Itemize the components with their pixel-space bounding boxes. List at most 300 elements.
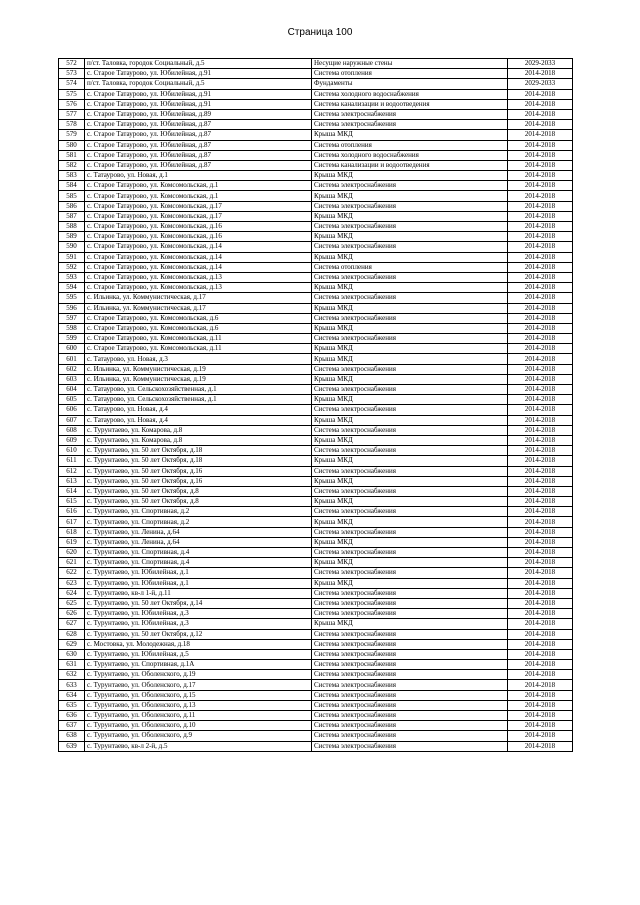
- address-cell: с. Ильинка, ул. Коммунистическая, д.19: [85, 374, 312, 384]
- row-number-cell: 577: [59, 109, 85, 119]
- table-row: [59, 334, 573, 344]
- address-cell: с. Турунтаево, ул. Спортивная, д.4: [85, 558, 312, 568]
- address-cell: с. Турунтаево, ул. Юбилейная, д.5: [85, 649, 312, 659]
- system-cell: Крыша МКД: [312, 517, 508, 527]
- table-row: [59, 537, 573, 547]
- system-cell: Система отопления: [312, 69, 508, 79]
- table-row: [59, 507, 573, 517]
- system-cell: Система электроснабжения: [312, 649, 508, 659]
- system-cell: Система канализации и водоотведения: [312, 99, 508, 109]
- table-row: [59, 476, 573, 486]
- period-cell: 2014-2018: [508, 354, 573, 364]
- system-cell: Фундаменты: [312, 79, 508, 89]
- system-cell: Система электроснабжения: [312, 568, 508, 578]
- table-row: [59, 222, 573, 232]
- row-number-cell: 634: [59, 690, 85, 700]
- address-cell: с. Турунтаево, ул. Ленина, д.64: [85, 537, 312, 547]
- system-cell: Система электроснабжения: [312, 120, 508, 130]
- system-cell: Крыша МКД: [312, 354, 508, 364]
- row-number-cell: 587: [59, 211, 85, 221]
- row-number-cell: 582: [59, 160, 85, 170]
- period-cell: 2014-2018: [508, 385, 573, 395]
- period-cell: 2014-2018: [508, 497, 573, 507]
- period-cell: 2014-2018: [508, 629, 573, 639]
- table-row: [59, 700, 573, 710]
- address-cell: с. Турунтаево, ул. 50 лет Октября, д.14: [85, 598, 312, 608]
- system-cell: Система электроснабжения: [312, 385, 508, 395]
- period-cell: 2014-2018: [508, 741, 573, 751]
- table-row: [59, 670, 573, 680]
- address-cell: с. Турунтаево, ул. Юбилейная, д.1: [85, 568, 312, 578]
- system-cell: Система электроснабжения: [312, 446, 508, 456]
- period-cell: 2014-2018: [508, 99, 573, 109]
- address-cell: с. Турунтаево, ул. 50 лет Октября, д.16: [85, 476, 312, 486]
- row-number-cell: 584: [59, 181, 85, 191]
- system-cell: Крыша МКД: [312, 374, 508, 384]
- period-cell: 2014-2018: [508, 323, 573, 333]
- period-cell: 2014-2018: [508, 476, 573, 486]
- period-cell: 2014-2018: [508, 537, 573, 547]
- address-cell: с. Старое Татаурово, ул. Комсомольская, д.17: [85, 201, 312, 211]
- system-cell: Система электроснабжения: [312, 425, 508, 435]
- table-row: [59, 303, 573, 313]
- period-cell: 2014-2018: [508, 89, 573, 99]
- row-number-cell: 604: [59, 385, 85, 395]
- system-cell: Крыша МКД: [312, 476, 508, 486]
- system-cell: Крыша МКД: [312, 537, 508, 547]
- table-row: [59, 425, 573, 435]
- system-cell: Система электроснабжения: [312, 181, 508, 191]
- row-number-cell: 614: [59, 486, 85, 496]
- address-cell: с. Ильинка, ул. Коммунистическая, д.17: [85, 293, 312, 303]
- period-cell: 2014-2018: [508, 130, 573, 140]
- period-cell: 2014-2018: [508, 303, 573, 313]
- row-number-cell: 602: [59, 364, 85, 374]
- period-cell: 2014-2018: [508, 578, 573, 588]
- row-number-cell: 592: [59, 262, 85, 272]
- table-row: [59, 731, 573, 741]
- row-number-cell: 586: [59, 201, 85, 211]
- table-row: [59, 405, 573, 415]
- address-cell: с. Старое Татаурово, ул. Юбилейная, д.91: [85, 89, 312, 99]
- row-number-cell: 603: [59, 374, 85, 384]
- address-cell: с. Старое Татаурово, ул. Юбилейная, д.87: [85, 150, 312, 160]
- period-cell: 2014-2018: [508, 517, 573, 527]
- row-number-cell: 635: [59, 700, 85, 710]
- table-row: [59, 120, 573, 130]
- row-number-cell: 630: [59, 649, 85, 659]
- table-row: [59, 435, 573, 445]
- system-cell: Крыша МКД: [312, 303, 508, 313]
- period-cell: 2014-2018: [508, 191, 573, 201]
- row-number-cell: 618: [59, 527, 85, 537]
- address-cell: с. Старое Татаурово, ул. Комсомольская, д.14: [85, 242, 312, 252]
- system-cell: Система электроснабжения: [312, 711, 508, 721]
- period-cell: 2014-2018: [508, 272, 573, 282]
- address-cell: с. Турунтаево, кв-л 1-й, д.11: [85, 588, 312, 598]
- table-row: [59, 690, 573, 700]
- address-cell: с. Турунтаево, ул. Оболенского, д.17: [85, 680, 312, 690]
- row-number-cell: 580: [59, 140, 85, 150]
- system-cell: Система электроснабжения: [312, 670, 508, 680]
- system-cell: Система электроснабжения: [312, 680, 508, 690]
- address-cell: с. Татаурово, ул. Сельскохозяйственная, д.1: [85, 395, 312, 405]
- period-cell: 2029-2033: [508, 59, 573, 69]
- row-number-cell: 631: [59, 660, 85, 670]
- system-cell: Крыша МКД: [312, 191, 508, 201]
- table-row: [59, 680, 573, 690]
- system-cell: Крыша МКД: [312, 344, 508, 354]
- table-row: [59, 69, 573, 79]
- row-number-cell: 633: [59, 680, 85, 690]
- system-cell: Крыша МКД: [312, 497, 508, 507]
- table-row: [59, 171, 573, 181]
- row-number-cell: 594: [59, 283, 85, 293]
- period-cell: 2014-2018: [508, 222, 573, 232]
- period-cell: 2014-2018: [508, 568, 573, 578]
- row-number-cell: 612: [59, 466, 85, 476]
- address-cell: п/ст. Таловка, городок Социальный, д.5: [85, 79, 312, 89]
- period-cell: 2014-2018: [508, 660, 573, 670]
- row-number-cell: 599: [59, 334, 85, 344]
- row-number-cell: 624: [59, 588, 85, 598]
- system-cell: Система электроснабжения: [312, 242, 508, 252]
- row-number-cell: 621: [59, 558, 85, 568]
- address-cell: с. Турунтаево, ул. 50 лет Октября, д.16: [85, 466, 312, 476]
- period-cell: 2014-2018: [508, 181, 573, 191]
- period-cell: 2014-2018: [508, 649, 573, 659]
- address-cell: с. Татаурово, ул. Сельскохозяйственная, д.1: [85, 385, 312, 395]
- table-row: [59, 741, 573, 751]
- table-row: [59, 140, 573, 150]
- system-cell: Крыша МКД: [312, 252, 508, 262]
- address-cell: с. Старое Татаурово, ул. Комсомольская, д.11: [85, 334, 312, 344]
- period-cell: 2014-2018: [508, 446, 573, 456]
- system-cell: Крыша МКД: [312, 232, 508, 242]
- period-cell: 2014-2018: [508, 262, 573, 272]
- period-cell: 2014-2018: [508, 558, 573, 568]
- row-number-cell: 637: [59, 721, 85, 731]
- table-row: [59, 130, 573, 140]
- address-cell: с. Турунтаево, ул. Юбилейная, д.3: [85, 619, 312, 629]
- period-cell: 2029-2033: [508, 79, 573, 89]
- row-number-cell: 613: [59, 476, 85, 486]
- row-number-cell: 578: [59, 120, 85, 130]
- system-cell: Система отопления: [312, 140, 508, 150]
- period-cell: 2014-2018: [508, 313, 573, 323]
- period-cell: 2014-2018: [508, 252, 573, 262]
- system-cell: Система электроснабжения: [312, 721, 508, 731]
- period-cell: 2014-2018: [508, 242, 573, 252]
- row-number-cell: 610: [59, 446, 85, 456]
- table-row: [59, 283, 573, 293]
- table-row: [59, 497, 573, 507]
- system-cell: Система электроснабжения: [312, 313, 508, 323]
- system-cell: Крыша МКД: [312, 558, 508, 568]
- address-cell: с. Турунтаево, ул. Оболенского, д.15: [85, 690, 312, 700]
- row-number-cell: 608: [59, 425, 85, 435]
- address-cell: с. Турунтаево, ул. Оболенского, д.9: [85, 731, 312, 741]
- period-cell: 2014-2018: [508, 232, 573, 242]
- address-cell: с. Турунтаево, ул. Спортивная, д.2: [85, 517, 312, 527]
- row-number-cell: 596: [59, 303, 85, 313]
- system-cell: Система электроснабжения: [312, 629, 508, 639]
- address-cell: с. Старое Татаурово, ул. Юбилейная, д.89: [85, 109, 312, 119]
- period-cell: 2014-2018: [508, 527, 573, 537]
- table-row: [59, 568, 573, 578]
- period-cell: 2014-2018: [508, 711, 573, 721]
- system-cell: Крыша МКД: [312, 283, 508, 293]
- system-cell: Крыша МКД: [312, 211, 508, 221]
- row-number-cell: 583: [59, 171, 85, 181]
- table-row: [59, 446, 573, 456]
- row-number-cell: 589: [59, 232, 85, 242]
- row-number-cell: 638: [59, 731, 85, 741]
- row-number-cell: 581: [59, 150, 85, 160]
- address-cell: с. Старое Татаурово, ул. Юбилейная, д.87: [85, 130, 312, 140]
- address-cell: с. Турунтаево, ул. Ленина, д.64: [85, 527, 312, 537]
- table-row: [59, 649, 573, 659]
- row-number-cell: 576: [59, 99, 85, 109]
- row-number-cell: 600: [59, 344, 85, 354]
- period-cell: 2014-2018: [508, 283, 573, 293]
- row-number-cell: 620: [59, 548, 85, 558]
- address-cell: с. Татаурово, ул. Новая, д.1: [85, 171, 312, 181]
- system-cell: Система электроснабжения: [312, 731, 508, 741]
- table-row: [59, 364, 573, 374]
- row-number-cell: 590: [59, 242, 85, 252]
- system-cell: Система холодного водоснабжения: [312, 89, 508, 99]
- repair-schedule-table: [58, 58, 573, 752]
- row-number-cell: 611: [59, 456, 85, 466]
- system-cell: Система электроснабжения: [312, 222, 508, 232]
- address-cell: с. Турунтаево, ул. Оболенского, д.11: [85, 711, 312, 721]
- row-number-cell: 629: [59, 639, 85, 649]
- address-cell: с. Турунтаево, ул. Комарова, д.8: [85, 425, 312, 435]
- period-cell: 2014-2018: [508, 364, 573, 374]
- table-row: [59, 629, 573, 639]
- system-cell: Система электроснабжения: [312, 588, 508, 598]
- period-cell: 2014-2018: [508, 466, 573, 476]
- row-number-cell: 588: [59, 222, 85, 232]
- system-cell: Система электроснабжения: [312, 741, 508, 751]
- period-cell: 2014-2018: [508, 140, 573, 150]
- period-cell: 2014-2018: [508, 395, 573, 405]
- row-number-cell: 636: [59, 711, 85, 721]
- table-row: [59, 99, 573, 109]
- table-row: [59, 395, 573, 405]
- table-row: [59, 293, 573, 303]
- row-number-cell: 574: [59, 79, 85, 89]
- table-row: [59, 150, 573, 160]
- system-cell: Система электроснабжения: [312, 364, 508, 374]
- system-cell: Крыша МКД: [312, 130, 508, 140]
- table-row: [59, 558, 573, 568]
- table-row: [59, 242, 573, 252]
- table-row: [59, 232, 573, 242]
- row-number-cell: 605: [59, 395, 85, 405]
- period-cell: 2014-2018: [508, 548, 573, 558]
- system-cell: Крыша МКД: [312, 619, 508, 629]
- address-cell: с. Старое Татаурово, ул. Комсомольская, д.6: [85, 313, 312, 323]
- table-row: [59, 578, 573, 588]
- row-number-cell: 598: [59, 323, 85, 333]
- system-cell: Крыша МКД: [312, 415, 508, 425]
- system-cell: Система электроснабжения: [312, 272, 508, 282]
- address-cell: с. Турунтаево, ул. 50 лет Октября, д.8: [85, 497, 312, 507]
- period-cell: 2014-2018: [508, 609, 573, 619]
- period-cell: 2014-2018: [508, 171, 573, 181]
- table-row: [59, 354, 573, 364]
- row-number-cell: 622: [59, 568, 85, 578]
- period-cell: 2014-2018: [508, 507, 573, 517]
- table-row: [59, 711, 573, 721]
- address-cell: с. Старое Татаурово, ул. Комсомольская, д.14: [85, 252, 312, 262]
- table-row: [59, 313, 573, 323]
- table-row: [59, 272, 573, 282]
- address-cell: с. Турунтаево, ул. 50 лет Октября, д.18: [85, 456, 312, 466]
- address-cell: с. Старое Татаурово, ул. Комсомольская, д.17: [85, 211, 312, 221]
- system-cell: Система холодного водоснабжения: [312, 150, 508, 160]
- system-cell: Система электроснабжения: [312, 609, 508, 619]
- row-number-cell: 625: [59, 598, 85, 608]
- address-cell: с. Старое Татаурово, ул. Комсомольская, д.1: [85, 191, 312, 201]
- row-number-cell: 617: [59, 517, 85, 527]
- table-row: [59, 466, 573, 476]
- period-cell: 2014-2018: [508, 109, 573, 119]
- system-cell: Крыша МКД: [312, 323, 508, 333]
- table-row: [59, 160, 573, 170]
- address-cell: с. Старое Татаурово, ул. Комсомольская, д.13: [85, 283, 312, 293]
- address-cell: с. Турунтаево, ул. Спортивная, д.1А: [85, 660, 312, 670]
- address-cell: с. Татаурово, ул. Новая, д.3: [85, 354, 312, 364]
- system-cell: Крыша МКД: [312, 395, 508, 405]
- period-cell: 2014-2018: [508, 150, 573, 160]
- row-number-cell: 639: [59, 741, 85, 751]
- table-body: [59, 59, 573, 752]
- table-row: [59, 385, 573, 395]
- row-number-cell: 616: [59, 507, 85, 517]
- row-number-cell: 593: [59, 272, 85, 282]
- address-cell: с. Турунтаево, кв-л 2-й, д.5: [85, 741, 312, 751]
- table-row: [59, 527, 573, 537]
- system-cell: Система электроснабжения: [312, 334, 508, 344]
- row-number-cell: 609: [59, 435, 85, 445]
- period-cell: 2014-2018: [508, 405, 573, 415]
- address-cell: с. Старое Татаурово, ул. Комсомольская, д.1: [85, 181, 312, 191]
- address-cell: с. Татаурово, ул. Новая, д.4: [85, 415, 312, 425]
- period-cell: 2014-2018: [508, 160, 573, 170]
- system-cell: Несущие наружные стены: [312, 59, 508, 69]
- table-row: [59, 721, 573, 731]
- address-cell: с. Турунтаево, ул. 50 лет Октября, д.18: [85, 446, 312, 456]
- table-row: [59, 211, 573, 221]
- period-cell: 2014-2018: [508, 731, 573, 741]
- address-cell: с. Турунтаево, ул. Спортивная, д.4: [85, 548, 312, 558]
- address-cell: п/ст. Таловка, городок Социальный, д.5: [85, 59, 312, 69]
- period-cell: 2014-2018: [508, 588, 573, 598]
- period-cell: 2014-2018: [508, 700, 573, 710]
- system-cell: Система канализации и водоотведения: [312, 160, 508, 170]
- table-row: [59, 262, 573, 272]
- address-cell: с. Мостовка, ул. Молодежная, д.18: [85, 639, 312, 649]
- table-row: [59, 181, 573, 191]
- period-cell: 2014-2018: [508, 415, 573, 425]
- system-cell: Система электроснабжения: [312, 598, 508, 608]
- table-row: [59, 548, 573, 558]
- period-cell: 2014-2018: [508, 598, 573, 608]
- address-cell: с. Турунтаево, ул. Юбилейная, д.1: [85, 578, 312, 588]
- address-cell: с. Ильинка, ул. Коммунистическая, д.19: [85, 364, 312, 374]
- address-cell: с. Турунтаево, ул. 50 лет Октября, д.12: [85, 629, 312, 639]
- address-cell: с. Старое Татаурово, ул. Комсомольская, д.6: [85, 323, 312, 333]
- row-number-cell: 575: [59, 89, 85, 99]
- address-cell: с. Турунтаево, ул. Комарова, д.8: [85, 435, 312, 445]
- address-cell: с. Турунтаево, ул. Оболенского, д.10: [85, 721, 312, 731]
- table-row: [59, 456, 573, 466]
- table-row: [59, 191, 573, 201]
- row-number-cell: 601: [59, 354, 85, 364]
- row-number-cell: 606: [59, 405, 85, 415]
- system-cell: Система электроснабжения: [312, 466, 508, 476]
- period-cell: 2014-2018: [508, 344, 573, 354]
- system-cell: Система электроснабжения: [312, 293, 508, 303]
- row-number-cell: 595: [59, 293, 85, 303]
- row-number-cell: 585: [59, 191, 85, 201]
- period-cell: 2014-2018: [508, 680, 573, 690]
- system-cell: Система электроснабжения: [312, 405, 508, 415]
- table-row: [59, 415, 573, 425]
- table-row: [59, 486, 573, 496]
- table-row: [59, 323, 573, 333]
- address-cell: с. Старое Татаурово, ул. Комсомольская, д.13: [85, 272, 312, 282]
- table-row: [59, 639, 573, 649]
- address-cell: с. Турунтаево, ул. 50 лет Октября, д.8: [85, 486, 312, 496]
- address-cell: с. Старое Татаурово, ул. Юбилейная, д.87: [85, 120, 312, 130]
- table-row: [59, 588, 573, 598]
- period-cell: 2014-2018: [508, 639, 573, 649]
- row-number-cell: 572: [59, 59, 85, 69]
- system-cell: Система электроснабжения: [312, 660, 508, 670]
- row-number-cell: 579: [59, 130, 85, 140]
- period-cell: 2014-2018: [508, 721, 573, 731]
- row-number-cell: 597: [59, 313, 85, 323]
- table-row: [59, 79, 573, 89]
- period-cell: 2014-2018: [508, 619, 573, 629]
- table-row: [59, 609, 573, 619]
- system-cell: Система электроснабжения: [312, 700, 508, 710]
- system-cell: Крыша МКД: [312, 171, 508, 181]
- table-row: [59, 598, 573, 608]
- system-cell: Крыша МКД: [312, 578, 508, 588]
- row-number-cell: 623: [59, 578, 85, 588]
- system-cell: Крыша МКД: [312, 435, 508, 445]
- table-row: [59, 344, 573, 354]
- page-header: Страница 100: [287, 27, 353, 38]
- row-number-cell: 627: [59, 619, 85, 629]
- period-cell: 2014-2018: [508, 425, 573, 435]
- row-number-cell: 607: [59, 415, 85, 425]
- address-cell: с. Старое Татаурово, ул. Комсомольская, д.16: [85, 232, 312, 242]
- row-number-cell: 573: [59, 69, 85, 79]
- system-cell: Система электроснабжения: [312, 548, 508, 558]
- table-row: [59, 374, 573, 384]
- address-cell: с. Старое Татаурово, ул. Юбилейная, д.91: [85, 99, 312, 109]
- address-cell: с. Ильинка, ул. Коммунистическая, д.17: [85, 303, 312, 313]
- row-number-cell: 626: [59, 609, 85, 619]
- period-cell: 2014-2018: [508, 374, 573, 384]
- address-cell: с. Татаурово, ул. Новая, д.4: [85, 405, 312, 415]
